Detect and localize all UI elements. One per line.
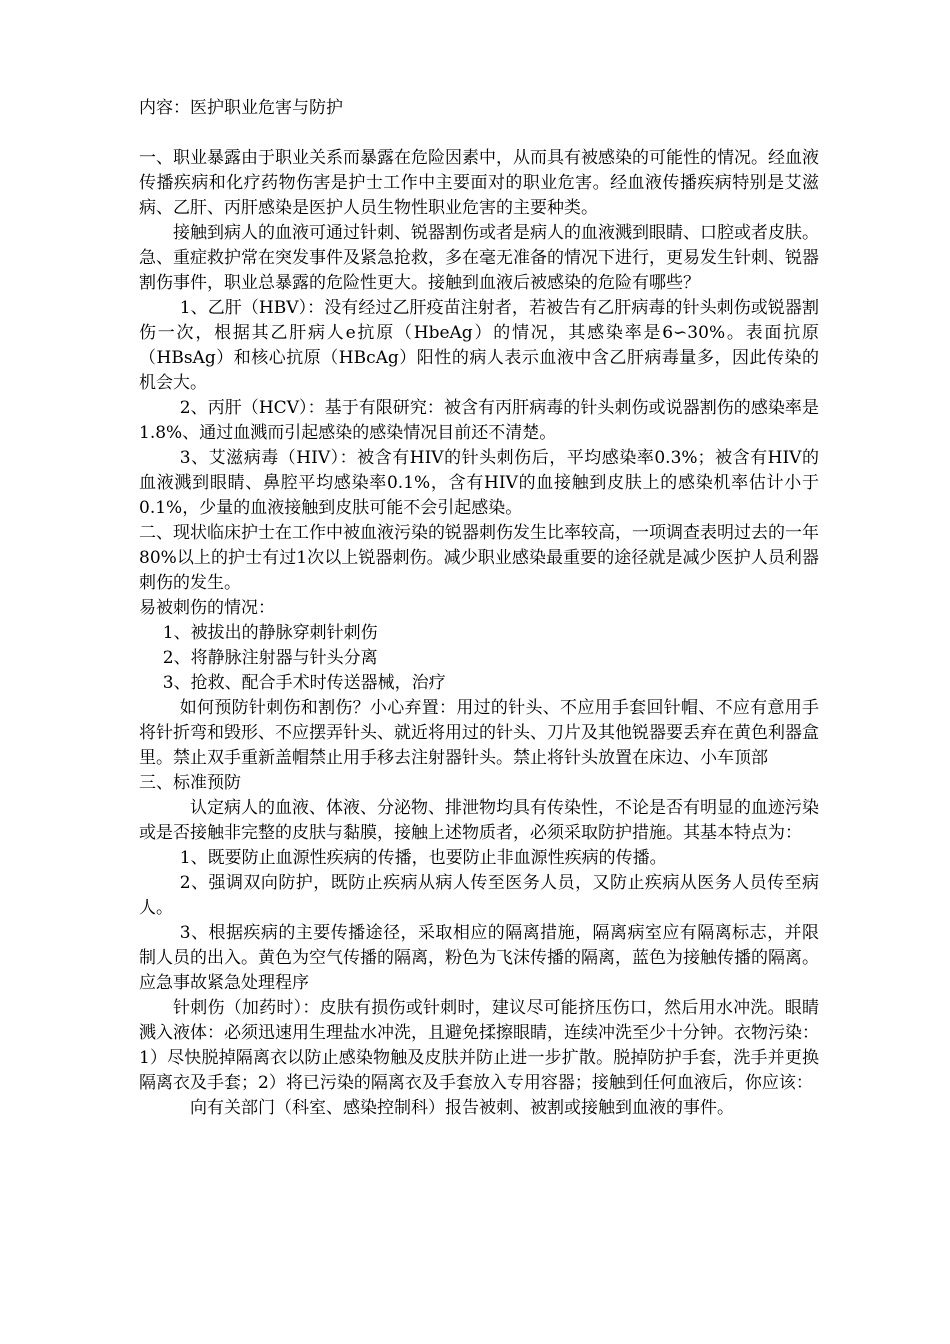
exposure-paragraph: 接触到病人的血液可通过针刺、锐器割伤或者是病人的血液溅到眼睛、口腔或者皮肤。急、重症救护常在突发事件及紧急抢救，多在毫无准备的情况下进行，更易发生针刺、锐器割伤事件，职业总暴露的危险性更大。接触到血液后被感染的危险有哪些？ [139, 223, 819, 293]
emergency-paragraph: 针刺伤（加药时）：皮肤有损伤或针刺时，建议尽可能挤压伤口，然后用水冲洗。眼睛溅入液体：必须迅速用生理盐水冲洗，且避免揉擦眼睛，连续冲洗至少十分钟。衣物污染：1）尽快脱掉隔离衣以防止感染物触及皮肤并防止进一步扩散。脱掉防护手套，洗手并更换隔离衣及手套；2）将已污染的隔离衣及手套放入专用容器；接触到任何血液后，你应该： [139, 998, 819, 1093]
hiv-paragraph: 3、艾滋病毒（HIV）：被含有HIV的针头刺伤后，平均感染率0.3%；被含有HIV的血液溅到眼睛、鼻腔平均感染率0.1%，含有HIV的血接触到皮肤上的感染机率估计小于0.1%，少量的血液接触到皮肤可能不会引起感染。 [139, 448, 819, 518]
injury-situations-heading: 易被刺伤的情况： [139, 598, 275, 618]
list-item: 1、被拔出的静脉穿刺针刺伤 [162, 623, 378, 643]
hbv-paragraph: 1、乙肝（HBV）：没有经过乙肝疫苗注射者，若被告有乙肝病毒的针头刺伤或锐器割伤一次，根据其乙肝病人e抗原（HbeAg）的情况，其感染率是6∽30%。表面抗原（HBsAg）和核心抗原（HBcAg）阳性的病人表示血液中含乙肝病毒量多，因此传染的机会大。 [139, 298, 819, 393]
document-title: 内容：医护职业危害与防护 [139, 98, 343, 118]
emergency-heading: 应急事故紧急处理程序 [139, 973, 309, 993]
report-paragraph: 向有关部门（科室、感染控制科）报告被刺、被割或接触到血液的事件。 [190, 1098, 734, 1118]
section-2-paragraph: 二、现状临床护士在工作中被血液污染的锐器刺伤发生比率较高，一项调查表明过去的一年80%以上的护士有过1次以上锐器刺伤。减少职业感染最重要的途径就是减少医护人员利器刺伤的发生。 [139, 523, 819, 593]
feature-item: 3、根据疾病的主要传播途径，采取相应的隔离措施，隔离病室应有隔离标志，并限制人员的出入。黄色为空气传播的隔离，粉色为飞沫传播的隔离，蓝色为接触传播的隔离。 [139, 923, 819, 968]
section-3-heading: 三、标准预防 [139, 773, 241, 793]
document-body [139, 96, 819, 1121]
hcv-paragraph: 2、丙肝（HCV）：基于有限研究：被含有丙肝病毒的针头刺伤或说器割伤的感染率是1.8%、通过血溅而引起感染的感染情况目前还不清楚。 [139, 398, 819, 443]
prevention-paragraph: 如何预防针刺伤和割伤？小心弃置：用过的针头、不应用手套回针帽、不应有意用手将针折弯和毁形、不应摆弄针头、就近将用过的针头、刀片及其他锐器要丢弃在黄色利器盒里。禁止双手重新盖帽禁止用手移去注射器针头。禁止将针头放置在床边、小车顶部 [139, 698, 819, 768]
feature-item: 2、强调双向防护，既防止疾病从病人传至医务人员，又防止疾病从医务人员传至病人。 [139, 873, 819, 918]
list-item: 2、将静脉注射器与针头分离 [162, 648, 378, 668]
standard-precaution-paragraph: 认定病人的血液、体液、分泌物、排泄物均具有传染性，不论是否有明显的血迹污染或是否接触非完整的皮肤与黏膜，接触上述物质者，必须采取防护措施。其基本特点为： [139, 798, 819, 843]
section-1-paragraph: 一、职业暴露由于职业关系而暴露在危险因素中，从而具有被感染的可能性的情况。经血液传播疾病和化疗药物伤害是护士工作中主要面对的职业危害。经血液传播疾病特别是艾滋病、乙肝、丙肝感染是医护人员生物性职业危害的主要种类。 [139, 148, 819, 218]
feature-item: 1、既要防止血源性疾病的传播，也要防止非血源性疾病的传播。 [179, 848, 667, 868]
list-item: 3、抢救、配合手术时传送器械，治疗 [162, 673, 446, 693]
